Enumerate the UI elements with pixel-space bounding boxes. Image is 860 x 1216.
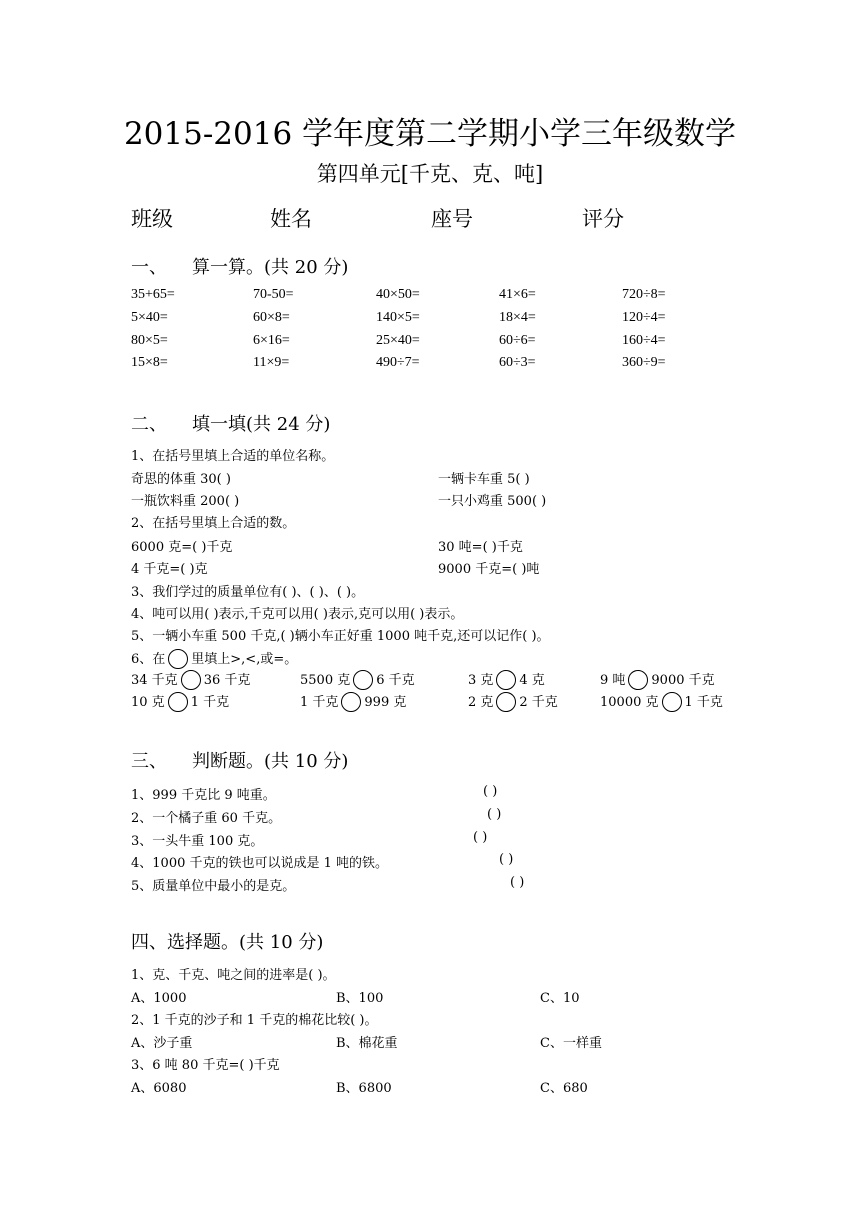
calc-item: 70-50= (253, 287, 294, 302)
compare-circle-icon[interactable] (662, 692, 682, 712)
class-label: 班级 (131, 207, 173, 231)
s2-q2a: 6000 克=( )千克 (131, 540, 233, 555)
calc-item: 720÷8= (622, 287, 666, 302)
section2-heading: 填一填(共 24 分) (192, 414, 331, 435)
calc-item: 80×5= (131, 333, 168, 348)
compare-circle-icon[interactable] (496, 670, 516, 690)
compare-item (600, 691, 723, 713)
compare-circle-icon (168, 649, 188, 669)
compare-left: 2 克 (468, 695, 494, 710)
s4-q3: 3、6 吨 80 千克=( )千克 (131, 1058, 280, 1073)
calc-item: 41×6= (499, 287, 536, 302)
compare-item (131, 691, 229, 713)
calc-item: 360÷9= (622, 355, 666, 370)
section3-num: 三、 (131, 751, 167, 772)
judge-item: 4、1000 千克的铁也可以说成是 1 吨的铁。 (131, 856, 389, 871)
compare-left: 5500 克 (300, 673, 351, 688)
section1-num: 一、 (131, 257, 167, 278)
compare-left: 34 千克 (131, 673, 178, 688)
compare-item (600, 669, 715, 691)
compare-right: 6 千克 (376, 673, 415, 688)
judge-item: 5、质量单位中最小的是克。 (131, 879, 296, 894)
calc-item: 25×40= (376, 333, 420, 348)
judge-answer-paren[interactable]: ( ) (499, 852, 514, 867)
judge-answer-paren[interactable]: ( ) (483, 784, 498, 799)
section4-heading: 四、选择题。(共 10 分) (131, 932, 324, 953)
compare-left: 10 克 (131, 695, 165, 710)
calc-item: 490÷7= (376, 355, 420, 370)
calc-item: 5×40= (131, 310, 168, 325)
compare-circle-icon[interactable] (168, 692, 188, 712)
s4-q2-opt-a: A、沙子重 (131, 1036, 193, 1051)
judge-item: 2、一个橘子重 60 千克。 (131, 811, 282, 826)
page-title: 2015-2016 学年度第二学期小学三年级数学 (123, 116, 737, 152)
compare-circle-icon[interactable] (181, 670, 201, 690)
calc-item: 160÷4= (622, 333, 666, 348)
unit-subtitle: 第四单元[千克、克、吨] (316, 162, 544, 186)
compare-right: 1 千克 (684, 695, 723, 710)
s2-q1d: 一只小鸡重 500( ) (438, 494, 547, 509)
compare-right: 999 克 (364, 695, 407, 710)
s2-q1c: 一瓶饮料重 200( ) (131, 494, 240, 509)
s2-q2: 2、在括号里填上合适的数。 (131, 516, 296, 531)
compare-circle-icon[interactable] (496, 692, 516, 712)
seat-label: 座号 (431, 207, 473, 231)
judge-answer-paren[interactable]: ( ) (510, 875, 525, 890)
compare-right: 9000 千克 (651, 673, 715, 688)
s2-q5: 5、一辆小车重 500 千克,( )辆小车正好重 1000 吨千克,还可以记作( )。 (131, 629, 550, 644)
calc-item: 6×16= (253, 333, 290, 348)
s2-q1b: 一辆卡车重 5( ) (438, 472, 530, 487)
section2-num: 二、 (131, 414, 167, 435)
compare-left: 1 千克 (300, 695, 339, 710)
s4-q1-opt-b: B、100 (336, 991, 384, 1006)
s4-q1-opt-c: C、10 (540, 991, 580, 1006)
calc-item: 60÷6= (499, 333, 536, 348)
compare-item (468, 669, 545, 691)
compare-left: 10000 克 (600, 695, 659, 710)
compare-right: 1 千克 (190, 695, 230, 710)
judge-answer-paren[interactable]: ( ) (487, 807, 502, 822)
s4-q2-opt-c: C、一样重 (540, 1036, 602, 1051)
judge-item: 3、一头牛重 100 克。 (131, 834, 264, 849)
calc-item: 60÷3= (499, 355, 536, 370)
compare-item (468, 691, 558, 713)
s2-q2d: 9000 千克=( )吨 (438, 562, 540, 577)
calc-item: 15×8= (131, 355, 168, 370)
compare-left: 3 克 (468, 673, 494, 688)
compare-circle-icon[interactable] (353, 670, 373, 690)
s2-q1a: 奇思的体重 30( ) (131, 472, 231, 487)
s2-q6: 6、在 里填上>,<,或=。 (131, 648, 297, 670)
compare-item (300, 691, 406, 713)
calc-item: 140×5= (376, 310, 420, 325)
calc-item: 40×50= (376, 287, 420, 302)
compare-right: 36 千克 (203, 673, 251, 688)
compare-left: 9 吨 (600, 673, 626, 688)
s2-q2b: 30 吨=( )千克 (438, 540, 523, 555)
compare-right: 2 千克 (519, 695, 558, 710)
calc-item: 35+65= (131, 287, 175, 302)
compare-circle-icon[interactable] (341, 692, 361, 712)
calc-item: 60×8= (253, 310, 290, 325)
s4-q2-opt-b: B、棉花重 (336, 1036, 398, 1051)
s2-q4: 4、吨可以用( )表示,千克可以用( )表示,克可以用( )表示。 (131, 607, 464, 622)
s4-q1: 1、克、千克、吨之间的进率是( )。 (131, 968, 336, 983)
calc-item: 120÷4= (622, 310, 666, 325)
s2-q3: 3、我们学过的质量单位有( )、( )、( )。 (131, 585, 365, 600)
section3-heading: 判断题。(共 10 分) (192, 751, 349, 772)
s4-q1-opt-a: A、1000 (131, 991, 187, 1006)
s4-q3-opt-b: B、6800 (336, 1081, 392, 1096)
s4-q3-opt-a: A、6080 (131, 1081, 187, 1096)
compare-item (300, 669, 415, 691)
s2-q1: 1、在括号里填上合适的单位名称。 (131, 449, 335, 464)
judge-answer-paren[interactable]: ( ) (473, 830, 488, 845)
judge-item: 1、999 千克比 9 吨重。 (131, 788, 276, 803)
s4-q2: 2、1 千克的沙子和 1 千克的棉花比较( )。 (131, 1013, 378, 1028)
compare-item (131, 669, 250, 691)
section1-heading: 算一算。(共 20 分) (192, 257, 349, 278)
s2-q2c: 4 千克=( )克 (131, 562, 208, 577)
s4-q3-opt-c: C、680 (540, 1081, 588, 1096)
compare-circle-icon[interactable] (628, 670, 648, 690)
name-label: 姓名 (270, 207, 312, 231)
compare-right: 4 克 (519, 673, 545, 688)
calc-item: 18×4= (499, 310, 536, 325)
calc-item: 11×9= (253, 355, 290, 370)
score-label: 评分 (582, 207, 624, 231)
